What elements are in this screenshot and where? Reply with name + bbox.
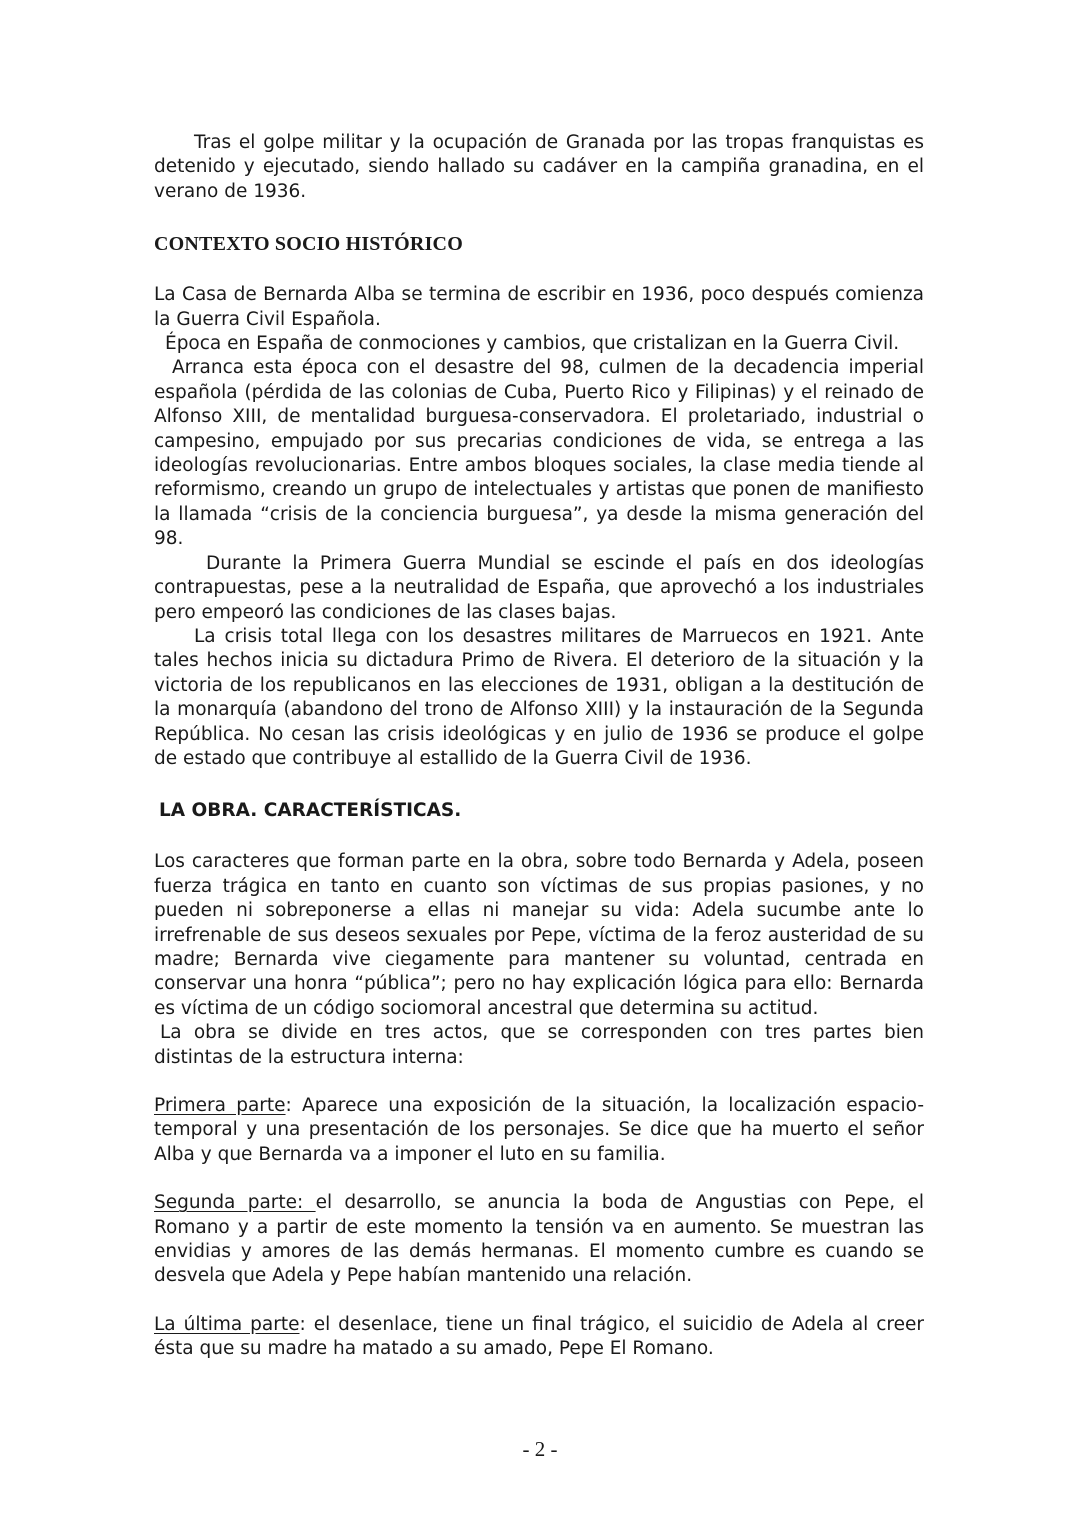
part-two-text: el desarrollo, se anuncia la boda de Angustias con Pepe, el Romano y a partir de este momento la tensión va en aumento. Se muestran las envidias y amores de las demás hermanas. El momento cumbre es cuando se desvela que Adela y Pepe habían mantenido una relación. — [154, 1192, 924, 1287]
context-paragraph-4: Durante la Primera Guerra Mundial se escinde el país en dos ideologías contrapuestas, pese a la neutralidad de España, que aprovechó a los industriales pero empeoró las condiciones de las clases bajas. — [154, 552, 924, 623]
part-two-label: Segunda parte: — [154, 1192, 316, 1214]
context-paragraph-2: Época en España de conmociones y cambios, que cristalizan en la Guerra Civil. — [165, 333, 900, 355]
context-paragraph-5: La crisis total llega con los desastres militares de Marruecos en 1921. Ante tales hechos inicia su dictadura Primo de Rivera. El deterioro de la situación y la victoria de los republicanos en las elecciones de 1931, obligan a la destitución de la monarquía (abandono del trono de Alfonso XIII) y la instauración de la Segunda República. No cesan las crisis ideológicas y en julio de 1936 se produce el golpe de estado que contribuye al estallido de la Guerra Civil de 1936. — [154, 625, 924, 769]
document-body — [154, 131, 924, 1362]
part-one-label: Primera parte — [154, 1095, 286, 1116]
intro-paragraph: Tras el golpe militar y la ocupación de Granada por las tropas franquistas es detenido y ejecutado, siendo hallado su cadáver en la campiña granadina, en el verano de 1936. — [154, 132, 924, 202]
page-number: - 2 - — [522, 1437, 558, 1461]
part-one-text: : Aparece una exposición de la situación, la localización espacio-temporal y una presentación de los personajes. Se dice que ha muerto el señor Alba y que Bernarda va a imponer el luto en su familia. — [154, 1095, 924, 1165]
section-heading-context: CONTEXTO SOCIO HISTÓRICO — [154, 233, 463, 256]
section-heading-work: LA OBRA. CARACTERÍSTICAS. — [159, 800, 462, 822]
part-two-paragraph — [154, 1191, 924, 1289]
part-three-label: La última parte — [154, 1313, 300, 1335]
part-three-text: : el desenlace, tiene un final trágico, el suicidio de Adela al creer ésta que su madre ha matado a su amado, Pepe El Romano. — [154, 1313, 924, 1360]
work-paragraph-2: La obra se divide en tres actos, que se corresponden con tres partes bien distintas de la estructura interna: — [154, 1022, 924, 1068]
work-paragraph-1: Los caracteres que forman parte en la obra, sobre todo Bernarda y Adela, poseen fuerza trágica en tanto en cuanto son víctimas de sus propias pasiones, y no pueden ni sobreponerse a ellas ni manejar su vida: Adela sucumbe ante lo irrefrenable de sus deseos sexuales por Pepe, víctima de la feroz austeridad de su madre; Bernarda vive ciegamente para mantener su voluntad, centrada en conservar una honra “pública”; pero no hay explicación lógica para ello: Bernarda es víctima de un código sociomoral ancestral que determina su actitud. — [154, 851, 924, 1019]
context-paragraph-3: Arranca esta época con el desastre del 98, culmen de la decadencia imperial española (pérdida de las colonias de Cuba, Puerto Rico y Filipinas) y el reinado de Alfonso XIII, de mentalidad burguesa-conservadora. El proletariado, industrial o campesino, empujado por sus precarias condiciones de vida, se entrega a las ideologías revolucionarias. Entre ambos bloques sociales, la clase media tiende al reformismo, creando un grupo de intelectuales y artistas que ponen de manifiesto la llamada “crisis de la conciencia burguesa”, ya desde la misma generación del 98. — [154, 357, 924, 550]
part-three-paragraph — [154, 1313, 924, 1362]
context-paragraph-1: La Casa de Bernarda Alba se termina de escribir en 1936, poco después comienza la Guerra Civil Española. — [154, 284, 924, 330]
part-one-paragraph — [154, 1094, 924, 1167]
